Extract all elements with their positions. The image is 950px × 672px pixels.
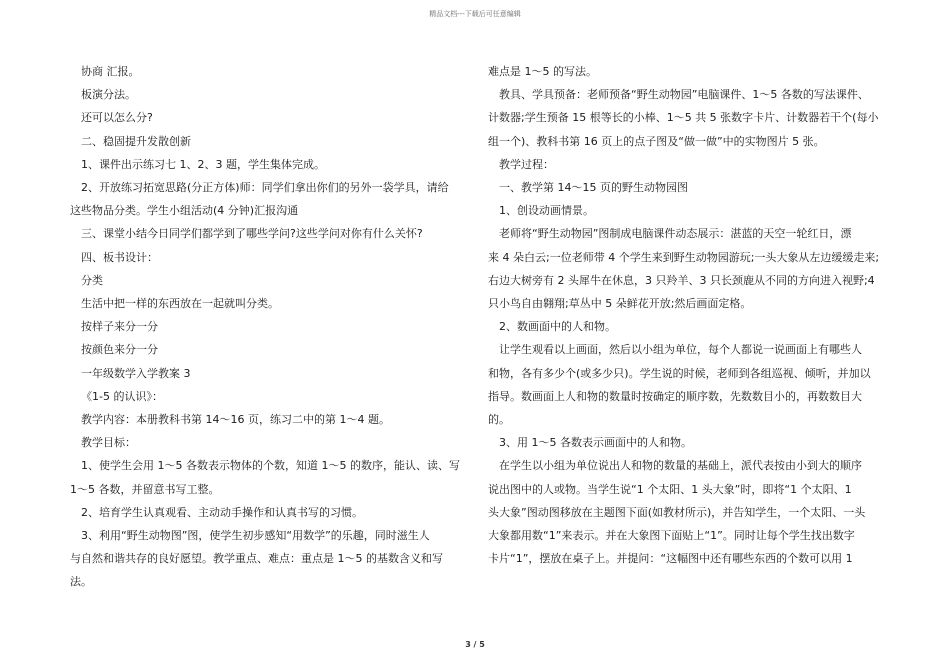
text-line: 二、稳固提升发散创新	[81, 134, 191, 148]
text-line: 在学生以小组为单位说出人和物的数量的基础上，派代表按由小到大的顺序	[499, 459, 862, 473]
text-line: 的。	[488, 413, 510, 427]
page-header: 精品文档---下载后可任意编辑	[429, 10, 521, 18]
left-column	[70, 60, 462, 594]
text-line: 右边大树旁有 2 头犀牛在休息，3 只羚羊、3 只长颈鹿从不同的方向进入视野;4	[488, 273, 875, 287]
text-line: 老师将“野生动物园”图制成电脑课件动态展示：湛蓝的天空一轮红日，漂	[499, 227, 852, 241]
right-column	[488, 60, 880, 570]
text-line: 大象都用数“1”来表示。并在大象图下面贴上“1”。同时让每个学生找出数字	[488, 529, 855, 543]
text-line: 只小鸟自由翱翔;草丛中 5 朵鲜花开放;然后画面定格。	[488, 297, 752, 311]
text-line: 2、数画面中的人和物。	[499, 320, 616, 334]
text-line: 一年级数学入学教案 3	[81, 366, 191, 380]
text-line: 计数器;学生预备 15 根等长的小棒、1～5 共 5 张数字卡片、计数器若干个(每小	[488, 111, 879, 125]
text-line: 教具、学具预备：老师预备“野生动物园”电脑课件、1～5 各数的写法课件、	[499, 88, 869, 102]
page-number: 3 / 5	[465, 640, 485, 649]
text-line: 教学过程：	[499, 157, 554, 171]
text-line: 2、开放练习拓宽思路(分正方体)师：同学们拿出你们的另外一袋学具，请给	[81, 181, 449, 195]
text-line: 教学目标：	[81, 436, 136, 450]
text-line: 一、教学第 14～15 页的野生动物园图	[499, 181, 688, 195]
text-line: 《1-5 的认识》：	[81, 389, 163, 403]
text-line: 教学内容：本册教科书第 14～16 页，练习二中的第 1～4 题。	[81, 413, 390, 427]
text-line: 组一个)、教科书第 16 页上的点子图及“做一做”中的实物图片 5 张。	[488, 134, 825, 148]
text-line: 卡片“1”，摆放在桌子上。并提问：“这幅图中还有哪些东西的个数可以用 1	[488, 552, 853, 566]
text-line: 这些物品分类。学生小组活动(4 分钟)汇报沟通	[70, 204, 299, 218]
text-line: 四、板书设计：	[81, 250, 158, 264]
text-line: 头大象”图动图移放在主题图下面(如教材所示)，并告知学生，一个太阳、一头	[488, 505, 866, 519]
text-line: 按颜色来分一分	[81, 343, 158, 357]
text-line: 板演分法。	[81, 88, 136, 102]
text-line: 1、课件出示练习七 1、2、3 题，学生集体完成。	[81, 157, 325, 171]
text-line: 生活中把一样的东西放在一起就叫分类。	[81, 297, 279, 311]
text-line: 和物，各有多少个(或多少只)。学生说的时候，老师到各组巡视、倾听，并加以	[488, 366, 871, 380]
text-line: 协商 汇报。	[81, 65, 140, 78]
text-line: 三、课堂小结今日同学们都学到了哪些学问?这些学问对你有什么关怀?	[81, 227, 423, 241]
text-line: 与自然和谐共存的良好愿望。教学重点、难点：重点是 1～5 的基数含义和写法。	[70, 552, 443, 589]
text-line: 3、用 1～5 各数表示画面中的人和物。	[499, 436, 692, 450]
text-line: 1、使学生会用 1～5 各数表示物体的个数，知道 1～5 的数序，能认、读、写	[81, 459, 460, 473]
text-line: 2、培育学生认真观看、主动动手操作和认真书写的习惯。	[81, 505, 363, 519]
text-line: 来 4 朵白云;一位老师带 4 个学生来到野生动物园游玩;一头大象从左边缓缓走来;	[488, 250, 880, 264]
text-line: 按样子来分一分	[81, 320, 158, 334]
text-line: 3、利用“野生动物图”图，使学生初步感知“用数学”的乐趣，同时滋生人	[81, 529, 430, 543]
text-line: 分类	[81, 273, 103, 287]
text-line: 1、创设动画情景。	[499, 204, 594, 218]
text-line: 还可以怎么分?	[81, 111, 153, 125]
text-line: 指导。数画面上人和物的数量时按确定的顺序数，先数数目小的，再数数目大	[488, 389, 862, 403]
text-line: 难点是 1～5 的写法。	[488, 65, 597, 78]
text-line: 说出图中的人或物。当学生说“1 个太阳、1 头大象”时，即将“1 个太阳、1	[488, 482, 852, 496]
text-line: 1～5 各数，并留意书写工整。	[70, 482, 220, 496]
text-line: 让学生观看以上画面，然后以小组为单位，每个人都说一说画面上有哪些人	[499, 343, 862, 357]
